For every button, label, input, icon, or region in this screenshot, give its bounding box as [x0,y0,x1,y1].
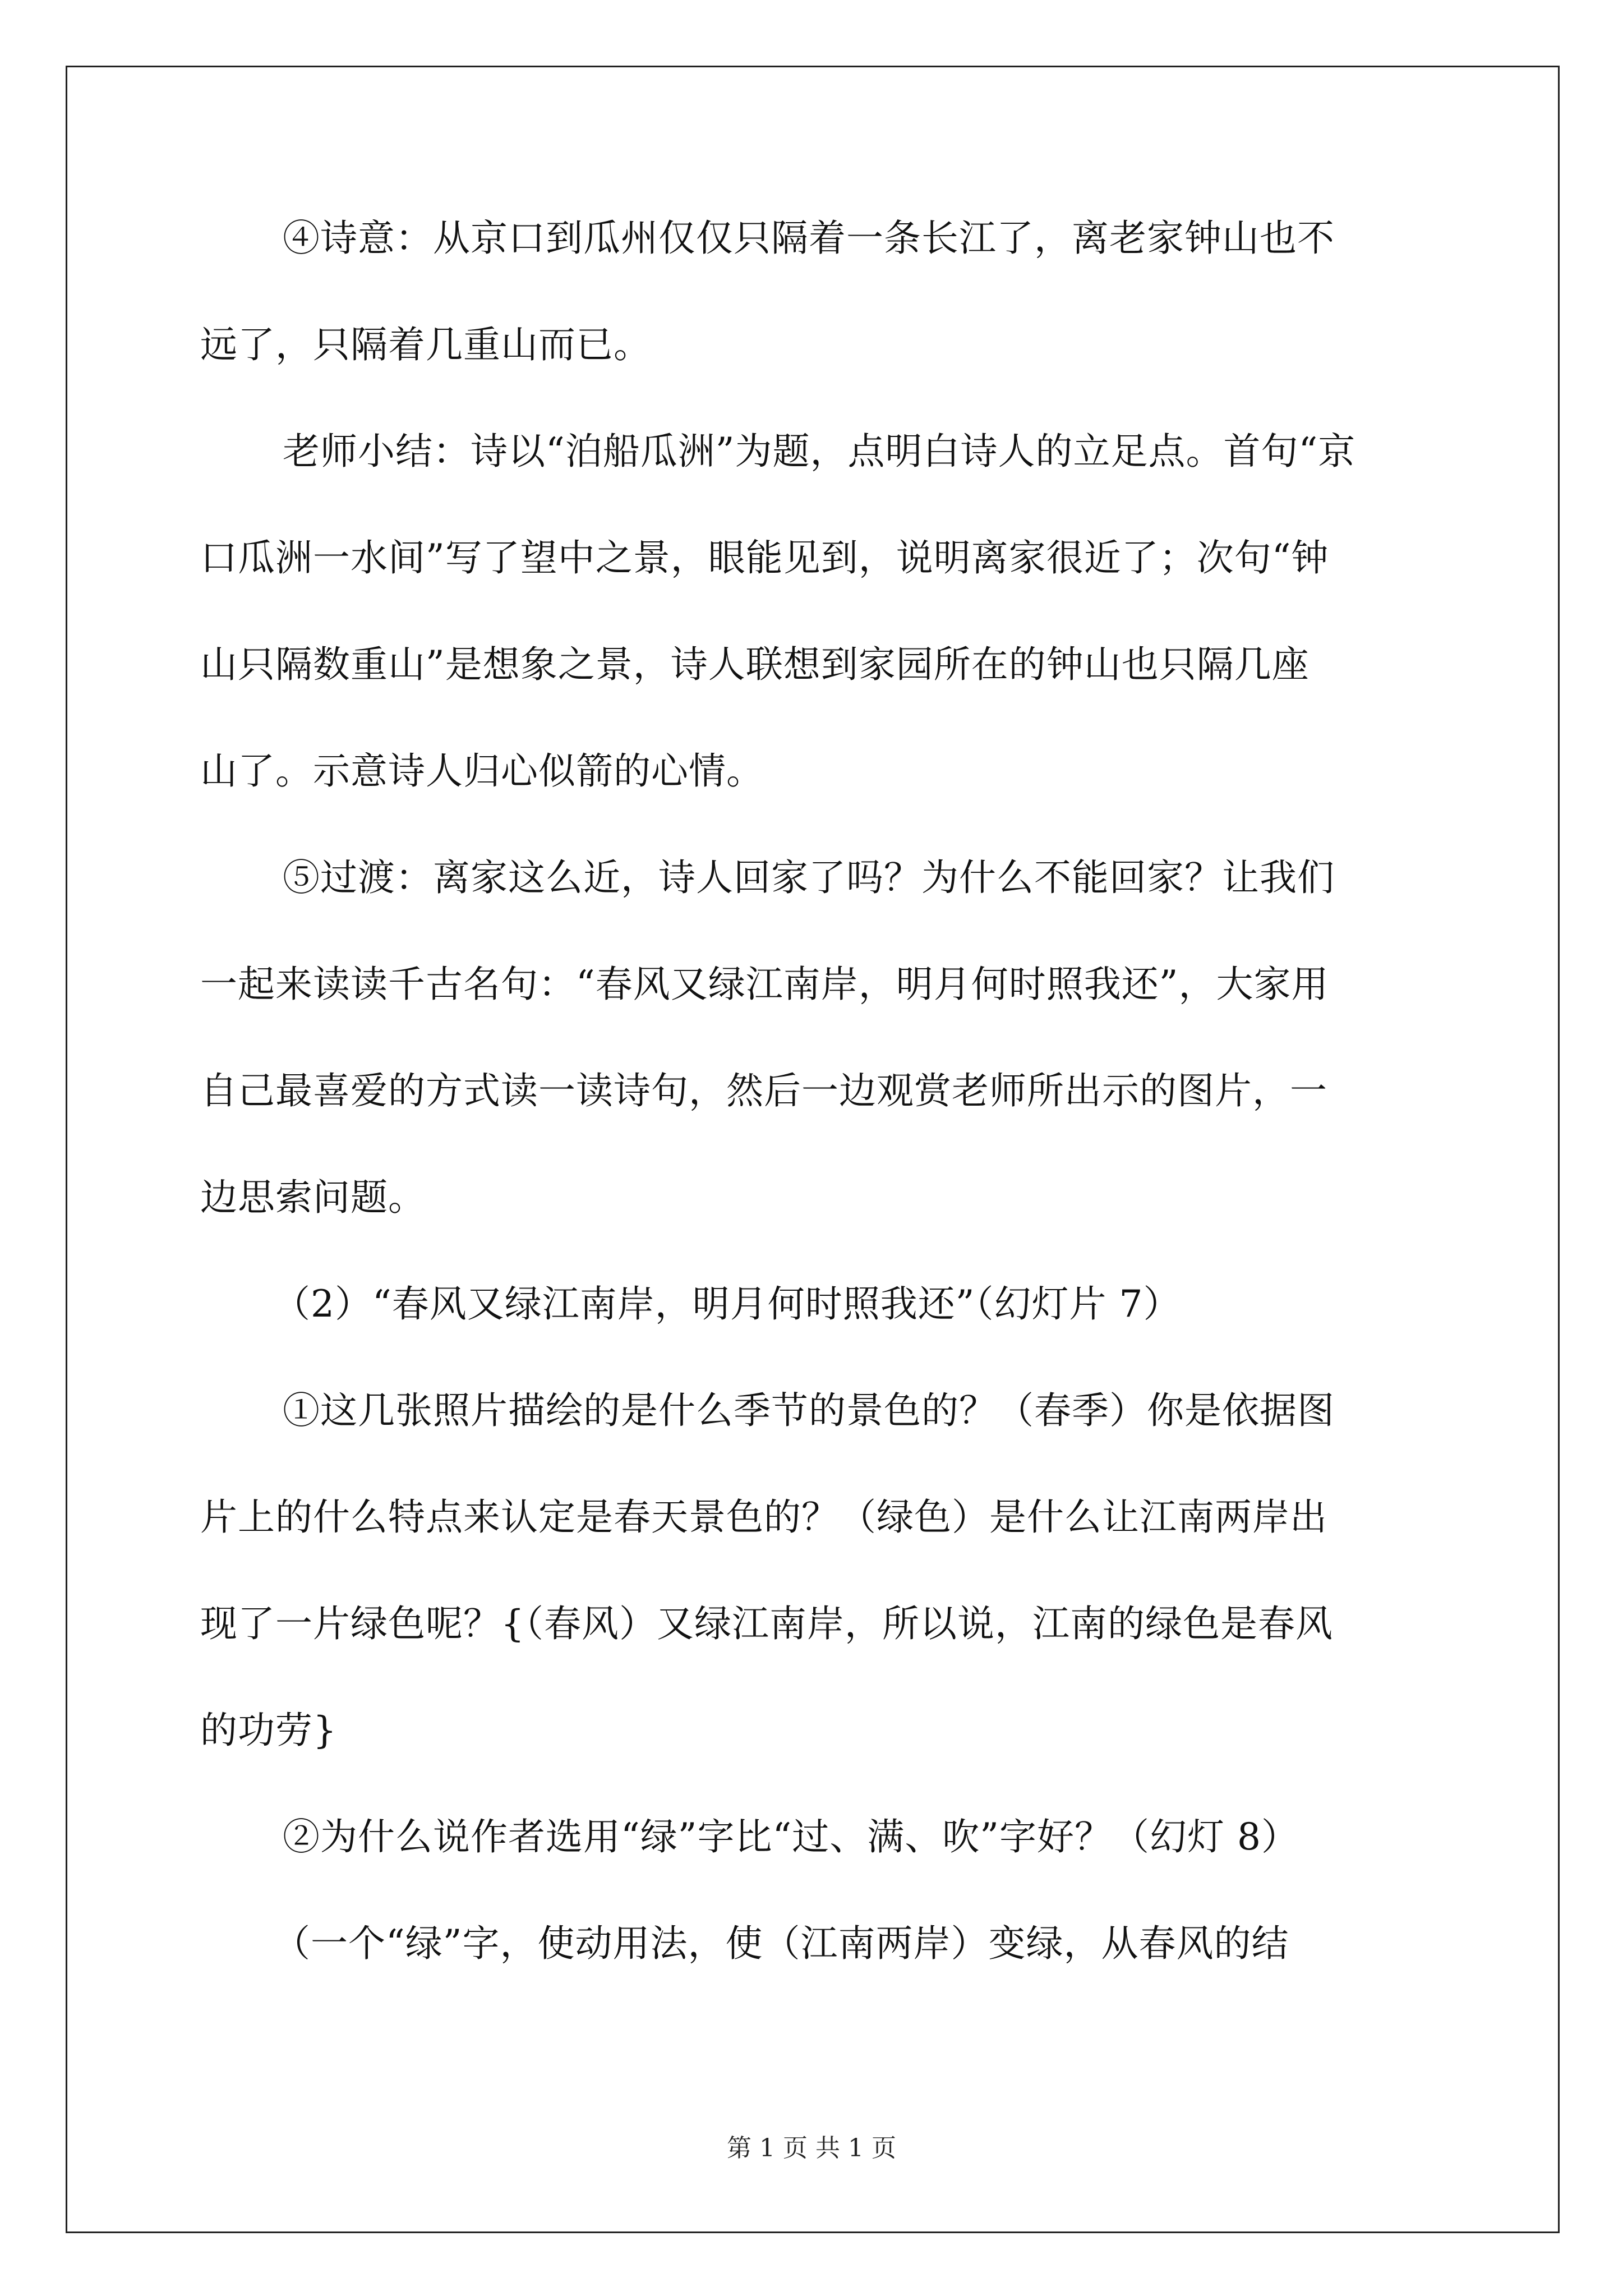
text-line: 的功劳} [200,1709,337,1752]
text-line: 自己最喜爱的方式读一读诗句，然后一边观赏老师所出示的图片，一 [200,1069,1327,1112]
text-line: （一个“绿”字，使动用法，使（江南两岸）变绿，从春风的结 [273,1922,1289,1965]
text-line: 老师小结：诗以“泊船瓜洲”为题，点明白诗人的立足点。首句“京 [283,430,1356,473]
page-border [66,66,1560,2233]
text-line: 边思索问题。 [200,1176,426,1219]
text-line: 远了，只隔着几重山而已。 [200,323,651,366]
text-line: 片上的什么特点来认定是春天景色的？（绿色）是什么让江南两岸出 [200,1496,1327,1539]
text-line: ②为什么说作者选用“绿”字比“过、满、吹”字好？（幻灯 8） [283,1815,1299,1858]
text-line: ④诗意：从京口到瓜州仅仅只隔着一条长江了，离老家钟山也不 [283,217,1335,260]
text-line: 一起来读读千古名句：“春风又绿江南岸，明月何时照我还”，大家用 [200,963,1329,1006]
text-line: 山只隔数重山”是想象之景，诗人联想到家园所在的钟山也只隔几座 [200,643,1310,686]
text-line: 现了一片绿色呢？{（春风）又绿江南岸，所以说，江南的绿色是春风 [200,1602,1333,1645]
text-line: 山了。示意诗人归心似箭的心情。 [200,749,764,793]
text-line: （2）“春风又绿江南岸，明月何时照我还”（幻灯片 7） [273,1282,1181,1326]
text-line: ⑤过渡：离家这么近，诗人回家了吗？为什么不能回家？让我们 [283,856,1335,899]
page-number-footer: 第 1 页 共 1 页 [727,2134,896,2162]
text-line: 口瓜洲一水间”写了望中之景，眼能见到，说明离家很近了；次句“钟 [200,536,1329,579]
text-line: ①这几张照片描绘的是什么季节的景色的？（春季）你是依据图 [283,1389,1335,1432]
